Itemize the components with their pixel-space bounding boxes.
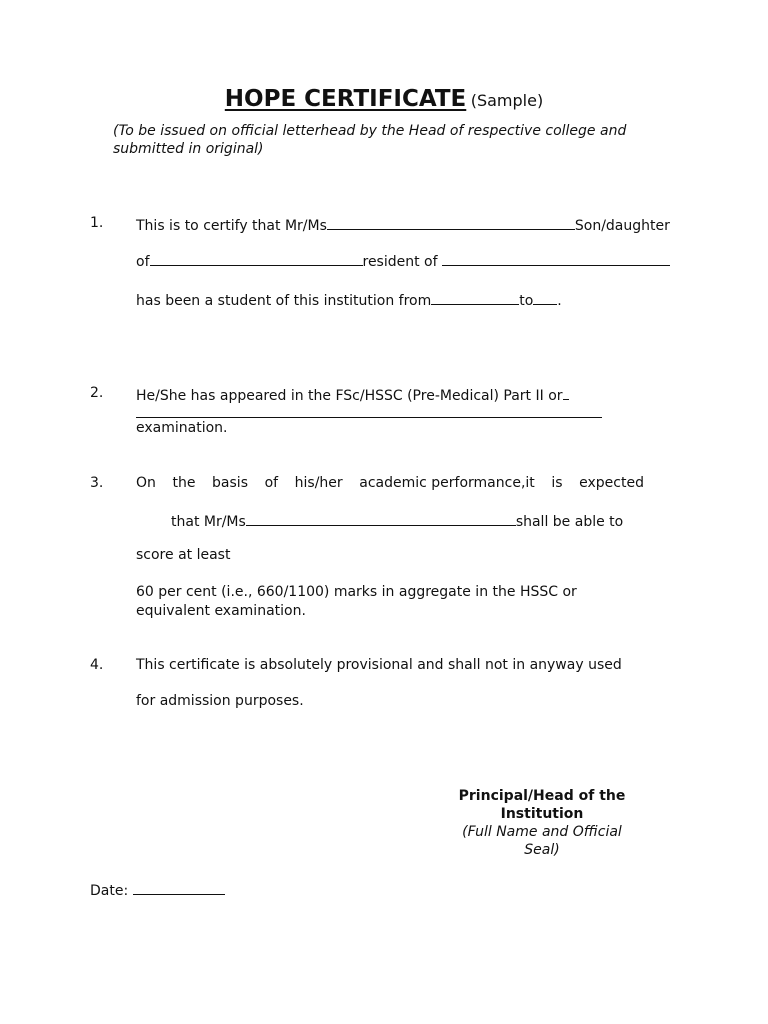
son-daughter-text: Son/daughter xyxy=(574,218,670,234)
certificate-title: HOPE CERTIFICATE xyxy=(224,86,467,112)
item-1-line-1 xyxy=(136,216,670,233)
provisional-text: This certificate is absolutely provisional and shall not in anyway used xyxy=(136,657,622,673)
to-text: to xyxy=(519,293,534,309)
that-mr-ms-text: that Mr/Ms xyxy=(171,514,246,530)
admission-text: for admission purposes. xyxy=(136,693,304,709)
of-text: of xyxy=(136,254,150,270)
date-blank xyxy=(133,881,225,895)
name-blank xyxy=(327,216,575,230)
item-4-number: 4. xyxy=(90,657,104,673)
date-label: Date: xyxy=(90,883,129,899)
appeared-text: He/She has appeared in the FSc/HSSC (Pre-Medical) Part II or xyxy=(136,388,563,404)
equivalent-exam-text: equivalent examination. xyxy=(136,603,306,619)
word: of xyxy=(264,475,279,491)
word: the xyxy=(172,475,196,491)
item-1-line-3 xyxy=(136,291,562,308)
to-date-blank xyxy=(533,291,557,305)
signatory-note: (Full Name and Official Seal) xyxy=(462,824,622,858)
student-name-blank xyxy=(246,512,516,526)
able-to-text: shall be able to xyxy=(515,514,624,530)
word: expected xyxy=(579,475,644,491)
item-1-line-2 xyxy=(136,252,670,269)
certificate-title-block xyxy=(0,88,768,111)
item-2-line-1 xyxy=(136,386,569,403)
exam-name-blank xyxy=(136,404,602,418)
student-since-text: has been a student of this institution from xyxy=(136,293,432,309)
word: On xyxy=(136,475,156,491)
issuance-note: (To be issued on official letterhead by the Head of respective college and submitted in original) xyxy=(113,123,627,157)
item-3-number: 3. xyxy=(90,475,104,491)
item-2-line-2 xyxy=(136,404,602,421)
item-1-number: 1. xyxy=(90,215,104,231)
signatory-title: Principal/Head of the Institution xyxy=(458,788,626,822)
from-date-blank xyxy=(431,291,519,305)
item-2-number: 2. xyxy=(90,385,104,401)
word: basis xyxy=(212,475,248,491)
item-3-line-2 xyxy=(171,512,623,529)
parent-name-blank xyxy=(150,252,363,266)
exam-blank-start xyxy=(563,386,569,400)
resident-of-text: resident of xyxy=(362,254,438,270)
examination-text: examination. xyxy=(136,420,228,436)
date-line xyxy=(90,881,225,898)
word: academic performance,it xyxy=(359,475,535,491)
word: his/her xyxy=(294,475,343,491)
marks-requirement-text: 60 per cent (i.e., 660/1100) marks in aggregate in the HSSC or xyxy=(136,584,577,600)
item-1-certify-text: This is to certify that Mr/Ms xyxy=(136,218,327,234)
word: is xyxy=(551,475,563,491)
certificate-subtitle: (Sample) xyxy=(470,91,544,110)
period-text: . xyxy=(557,293,562,309)
item-3-line-1 xyxy=(136,476,644,490)
residence-blank xyxy=(442,252,670,266)
score-at-least-text: score at least xyxy=(136,547,231,563)
